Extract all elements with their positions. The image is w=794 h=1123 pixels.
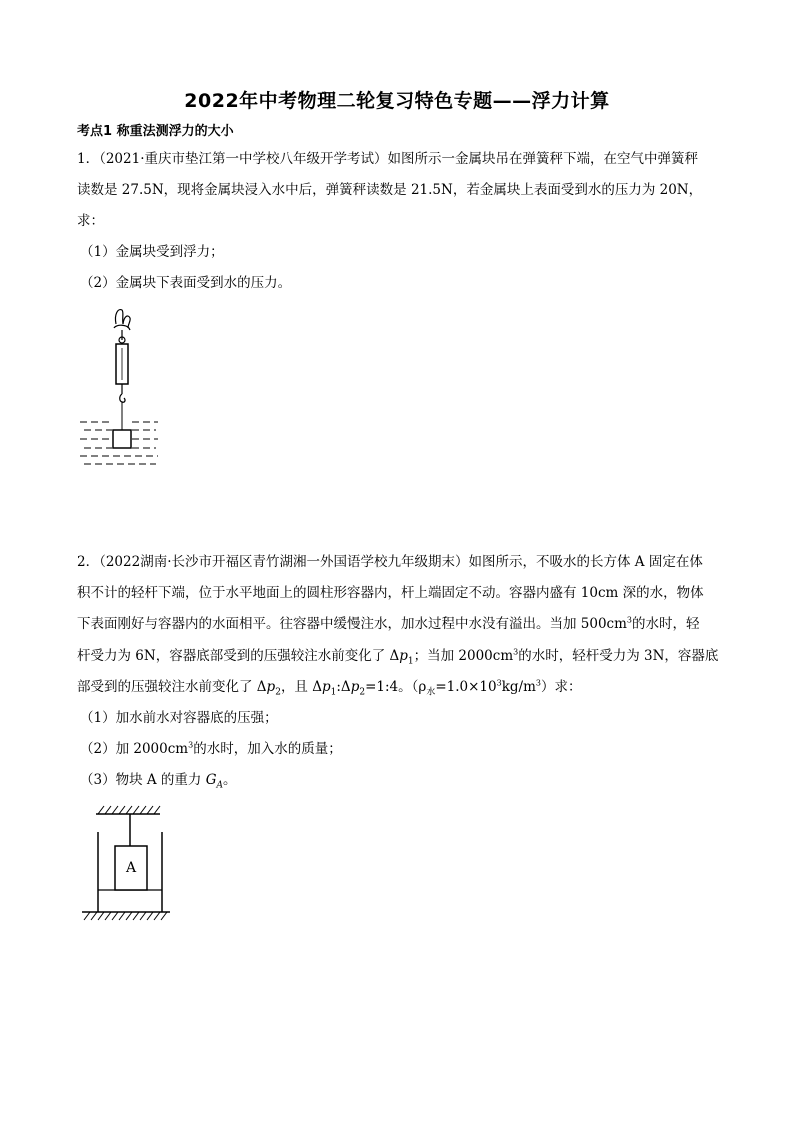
q2-line-3: 下表面刚好与容器内的水面相平。往容器中缓慢注水，加水过程中水没有溢出。当加 $500cm^3$的水时，轻 <box>77 615 700 632</box>
q1-sub-2: （2）金属块下表面受到水的压力。 <box>80 275 292 291</box>
q2-sub-2: （2）加 $2000cm^3$的水时，加入水的质量； <box>80 740 342 757</box>
block-a-label: A <box>126 860 137 876</box>
q2-line-4: 杆受力为 6N，容器底部受到的压强较注水前变化了 $\Delta p_1$；当加 $2000cm^3$的水时，轻杆受力为 3N，容器底 <box>77 647 719 667</box>
q2-line-1: 2．（2022湖南·长沙市开福区青竹湖湘一外国语学校九年级期末）如图所示，不吸水的长方体 A 固定在体 <box>77 554 703 570</box>
q1-sub-1: （1）金属块受到浮力； <box>80 244 224 260</box>
q2-line-2: 积不计的轻杆下端，位于水平地面上的圆柱形容器内，杆上端固定不动。容器内盛有 10cm 深的水，物体 <box>77 585 704 601</box>
q2-line-5: 部受到的压强较注水前变化了 $\Delta p_2$，且 $\Delta p_1:\Delta p_2=1:4$。$(\rho_水=1.0\times 10^3kg/m^3)$求： <box>77 678 582 698</box>
spring-scale-figure <box>76 306 162 470</box>
q1-line-3: 求： <box>77 213 104 229</box>
metal-block <box>113 430 131 448</box>
q1-line-2: 读数是 27.5N，现将金属块浸入水中后，弹簧秤读数是 21.5N，若金属块上表面受到水的压力为 20N， <box>77 182 703 198</box>
q2-sub-3: （3）物块 A 的重力 $G_A$。 <box>80 772 237 791</box>
container-figure <box>78 802 170 930</box>
q2-sub-1: （1）加水前水对容器底的压强； <box>80 710 278 726</box>
q1-line-1: 1．（2021·重庆市垫江第一中学校八年级开学考试）如图所示一金属块吊在弹簧秤下端，在空气中弹簧秤 <box>77 151 698 167</box>
section-heading: 考点1 称重法测浮力的大小 <box>77 124 234 139</box>
page-title: 2022年中考物理二轮复习特色专题——浮力计算 <box>184 90 610 112</box>
hand-icon <box>115 310 123 324</box>
